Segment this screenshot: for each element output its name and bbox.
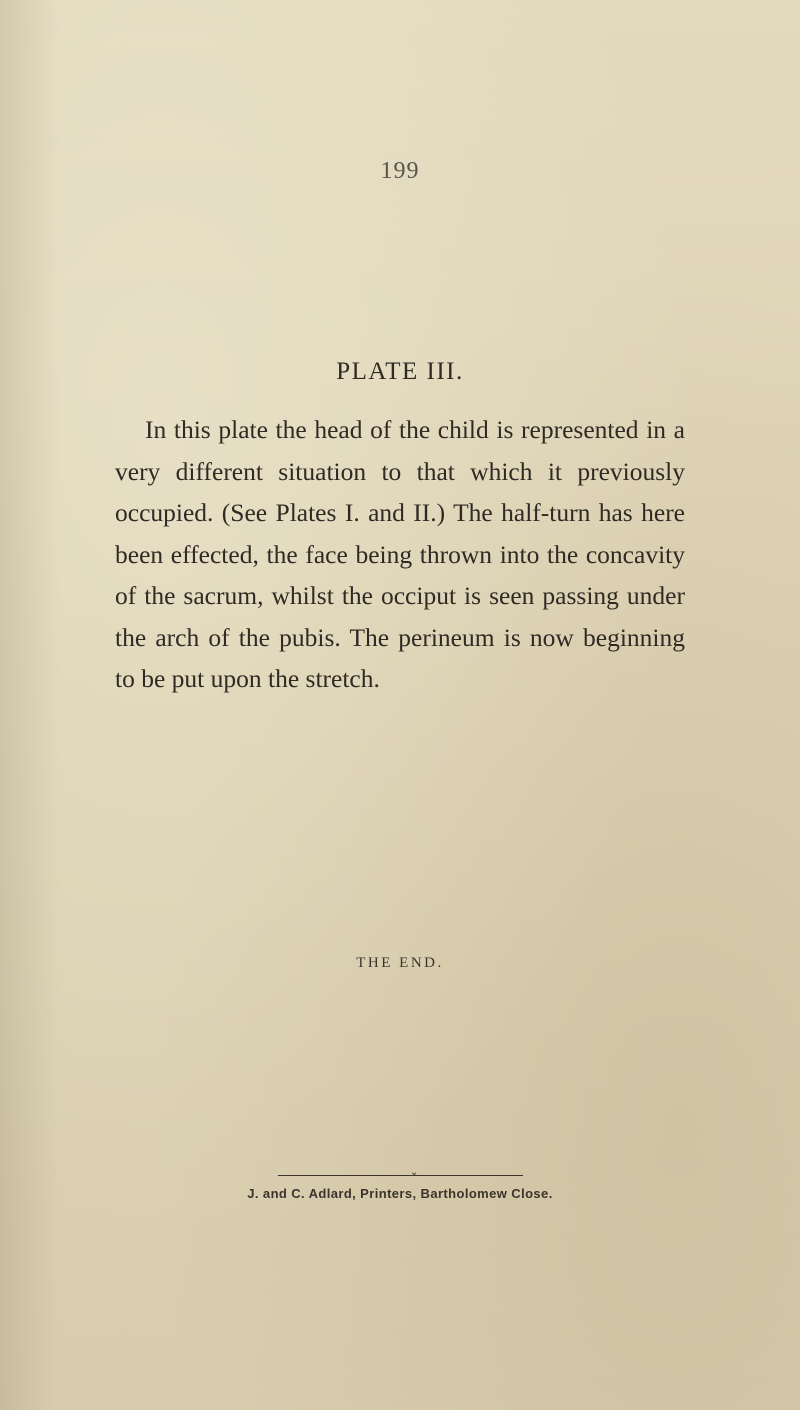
page-number: 199 <box>380 158 420 184</box>
end-marker: THE END. <box>356 955 444 971</box>
plate-description: In this plate the head of the child is represented in a very different situation to that which it previously occupied. (See Plates I. and II.) The half-turn has here been effected, the face being thrown into the concavity of the sacrum, whilst the occiput is seen passing under the arch of the pubis. The perineum is now beginning to be put upon the stretch. <box>115 415 685 693</box>
plate-title: PLATE III. <box>336 358 464 385</box>
printer-imprint: J. and C. Adlard, Printers, Bartholomew Close. <box>247 1186 553 1201</box>
divider-rule <box>278 1175 523 1176</box>
rule-ornament: ⌄ <box>410 1167 419 1178</box>
